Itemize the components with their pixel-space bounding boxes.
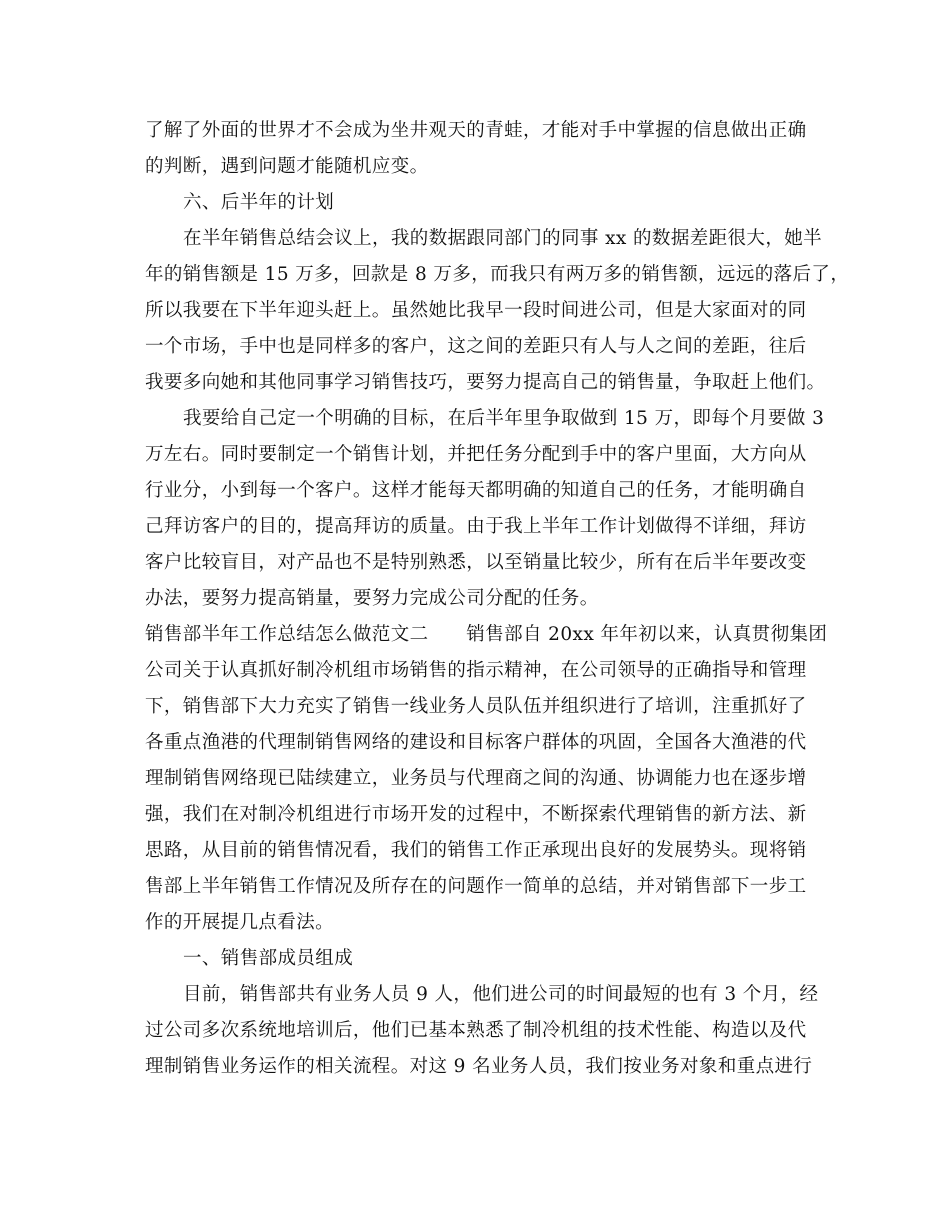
text-line: 客户比较盲目，对产品也不是特别熟悉，以至销量比较少，所有在后半年要改变: [145, 552, 807, 573]
text-line: 我要给自己定一个明确的目标，在后半年里争取做到 15 万，即每个月要做 3: [183, 408, 825, 429]
text-line: 理制销售网络现已陆续建立，业务员与代理商之间的沟通、协调能力也在逐步增: [145, 768, 807, 789]
text-line: 行业分，小到每一个客户。这样才能每天都明确的知道自己的任务，才能明确自: [145, 480, 807, 501]
text-line: 万左右。同时要制定一个销售计划，并把任务分配到手中的客户里面，大方向从: [145, 444, 807, 465]
text-line: 一个市场，手中也是同样多的客户，这之间的差距只有人与人之间的差距，往后: [145, 336, 807, 357]
text-line: 己拜访客户的目的，提高拜访的质量。由于我上半年工作计划做得不详细，拜访: [145, 516, 807, 537]
text-line: 下，销售部下大力充实了销售一线业务人员队伍并组织进行了培训，注重抓好了: [145, 696, 807, 717]
text-line: 在半年销售总结会议上，我的数据跟同部门的同事 xx 的数据差距很大，她半: [183, 228, 823, 249]
text-line: 所以我要在下半年迎头赶上。虽然她比我早一段时间进公司，但是大家面对的同: [145, 300, 807, 321]
text-line: 作的开展提几点看法。: [145, 912, 335, 933]
text-line: 的判断，遇到问题才能随机应变。: [145, 156, 429, 177]
section-heading: 六、后半年的计划: [183, 192, 335, 213]
text-line: 思路，从目前的销售情况看，我们的销售工作正承现出良好的发展势头。现将销: [145, 840, 807, 861]
article-title-line: 销售部半年工作总结怎么做范文二 销售部自 20xx 年年初以来，认真贯彻集团: [145, 624, 828, 645]
text-line: 我要多向她和其他同事学习销售技巧，要努力提高自己的销售量，争取赶上他们。: [145, 372, 826, 393]
text-line: 售部上半年销售工作情况及所存在的问题作一简单的总结，并对销售部下一步工: [145, 876, 807, 897]
text-line: 理制销售业务运作的相关流程。对这 9 名业务人员，我们按业务对象和重点进行: [145, 1056, 813, 1077]
text-line: 目前，销售部共有业务人员 9 人，他们进公司的时间最短的也有 3 个月，经: [183, 984, 819, 1005]
text-line: 年的销售额是 15 万多，回款是 8 万多，而我只有两万多的销售额，远远的落后了，: [145, 264, 850, 285]
text-line: 各重点渔港的代理制销售网络的建设和目标客户群体的巩固，全国各大渔港的代: [145, 732, 807, 753]
text-line: 强，我们在对制冷机组进行市场开发的过程中，不断探索代理销售的新方法、新: [145, 804, 807, 825]
text-line: 办法，要努力提高销量，要努力完成公司分配的任务。: [145, 588, 599, 609]
text-line: 过公司多次系统地培训后，他们已基本熟悉了制冷机组的技术性能、构造以及代: [145, 1020, 807, 1041]
text-line: 了解了外面的世界才不会成为坐井观天的青蛙，才能对手中掌握的信息做出正确: [145, 120, 807, 141]
text-line: 公司关于认真抓好制冷机组市场销售的指示精神，在公司领导的正确指导和管理: [145, 660, 807, 681]
section-heading: 一、销售部成员组成: [183, 948, 354, 969]
